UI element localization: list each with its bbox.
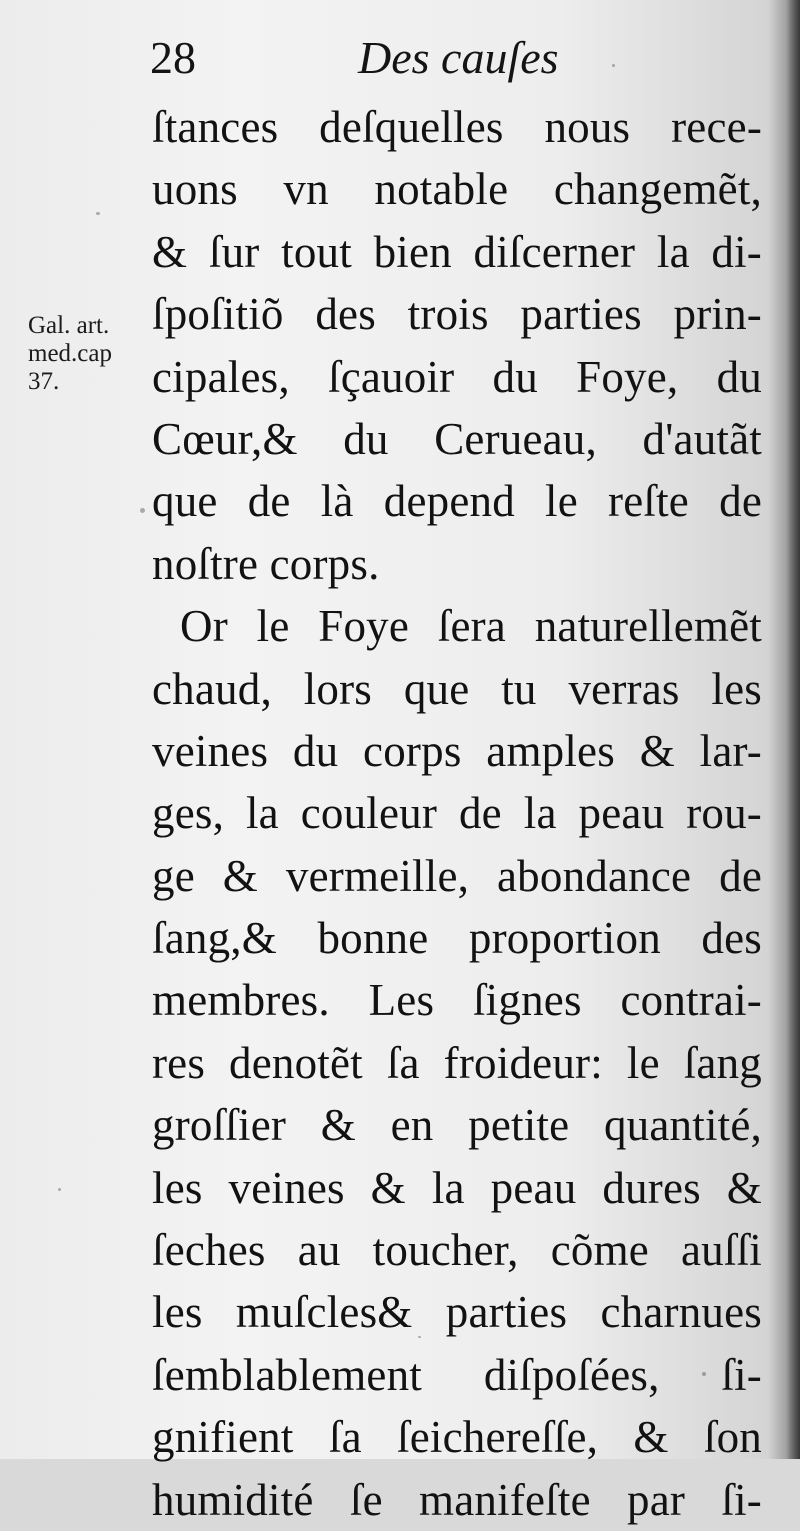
- text-line: Cœur,& du Cerueau, d'autãt: [152, 413, 762, 464]
- marginal-citation-line: med.cap: [28, 340, 112, 367]
- marginal-citation-line: 37.: [28, 368, 60, 395]
- paragraph-start-line: Or le Foye ſera naturellemẽt: [180, 601, 762, 652]
- body-text: [152, 96, 762, 1525]
- text-line: ſeches au toucher, cõme auſſi: [152, 1225, 762, 1276]
- text-line: groſſier & en petite quantité,: [152, 1100, 762, 1151]
- text-line: cipales, ſçauoir du Foye, du: [152, 351, 762, 402]
- text-line: ſtances deſquelles nous rece-: [152, 102, 762, 152]
- marginal-citation-line: Gal. art.: [28, 312, 110, 339]
- text-line: veines du corps amples & lar-: [152, 725, 762, 776]
- text-line: que de là depend le reſte de: [152, 476, 762, 527]
- text-line: ſang,& bonne proportion des: [152, 913, 762, 964]
- marginal-citation: [28, 312, 146, 396]
- paragraph-end-line: noſtre corps.: [152, 538, 380, 589]
- running-head: Des cauſes: [358, 32, 559, 83]
- text-line: uons vn notable changemẽt,: [152, 164, 762, 215]
- text-line: les veines & la peau dures &: [152, 1162, 762, 1213]
- text-line: ges, la couleur de la peau rou-: [152, 788, 762, 839]
- text-line: chaud, lors que tu verras les: [152, 663, 762, 714]
- text-line: les muſcles& parties charnues: [152, 1287, 762, 1338]
- page-number: 28: [150, 32, 196, 83]
- text-line: ſemblablement diſpoſées, ſi-: [152, 1349, 762, 1400]
- page-header: [150, 28, 750, 90]
- text-line: humidité ſe manifeſte par ſi-: [152, 1474, 762, 1525]
- text-line: & ſur tout bien diſcerner la di-: [152, 226, 762, 277]
- text-line: membres. Les ſignes contrai-: [152, 975, 762, 1026]
- text-line: res denotẽt ſa froideur: le ſang: [152, 1037, 762, 1088]
- text-line: gnifient ſa ſeichereſſe, & ſon: [152, 1412, 762, 1463]
- text-line: ſpoſitiõ des trois parties prin-: [152, 289, 762, 340]
- text-line: ge & vermeille, abondance de: [152, 850, 762, 901]
